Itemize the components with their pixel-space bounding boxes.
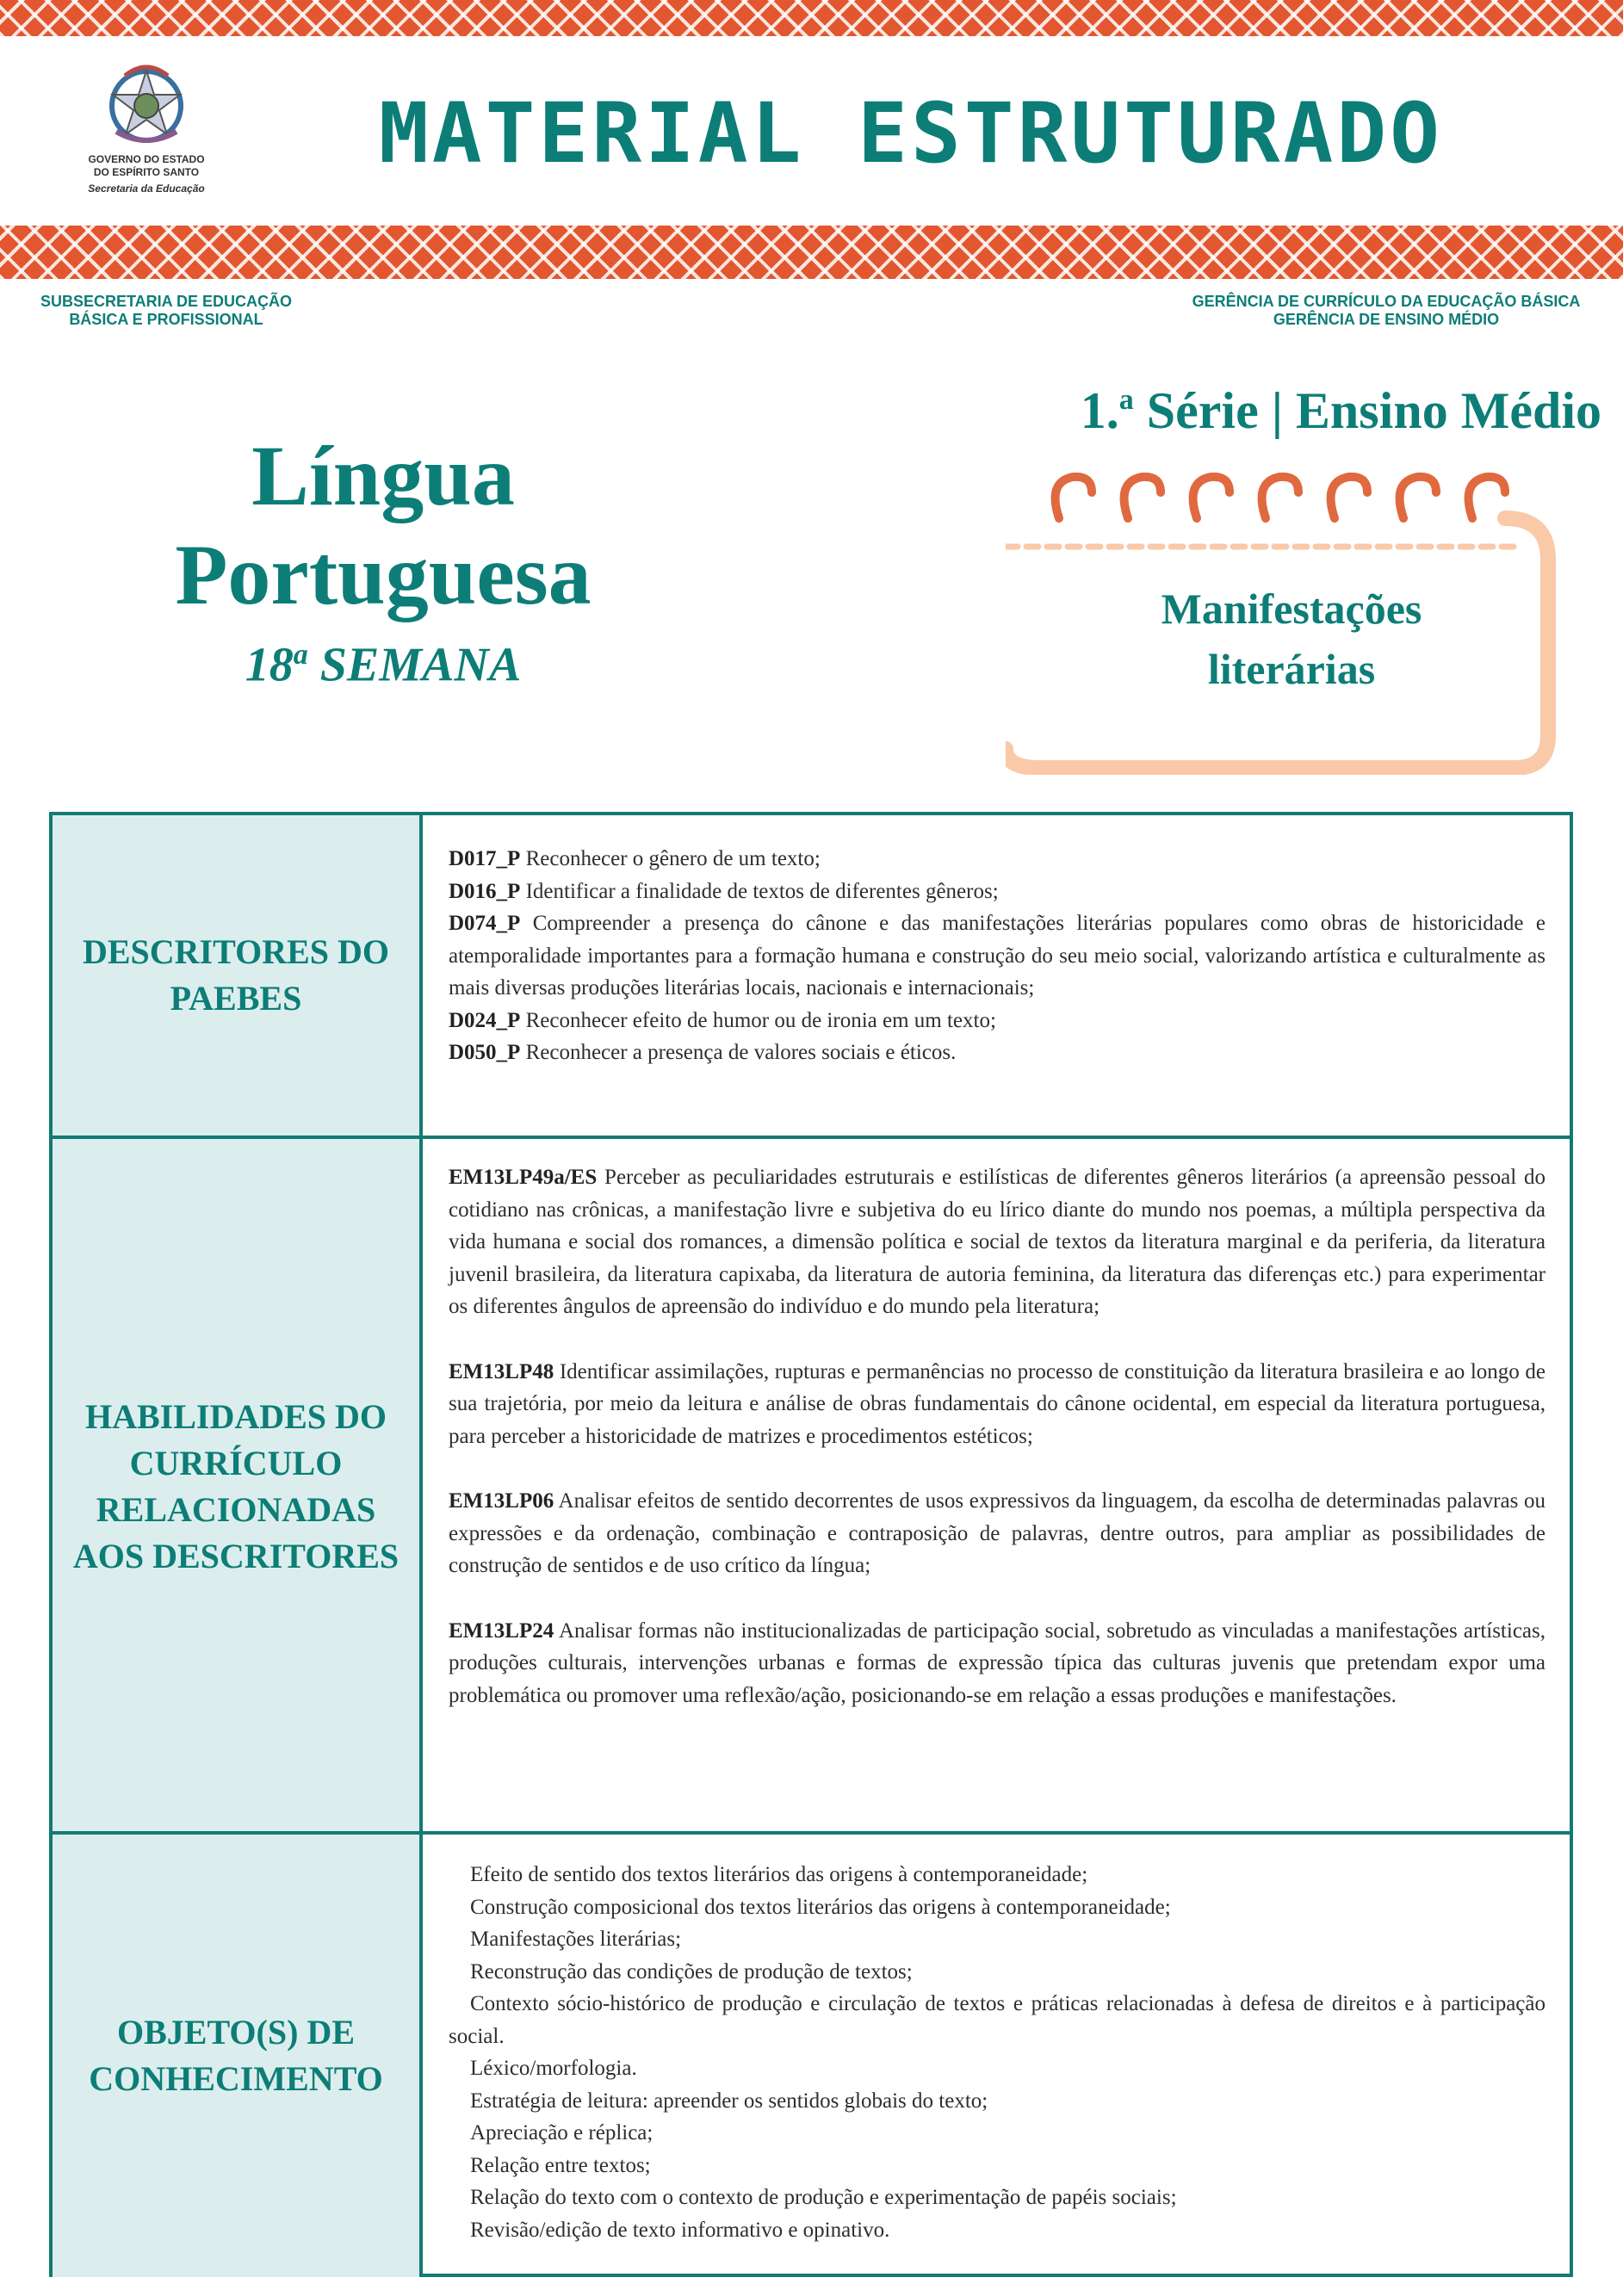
- descritor-code: D024_P: [449, 1008, 521, 1032]
- topic-title: [1068, 579, 1515, 699]
- objeto-item: Construção composicional dos textos literários das origens à contemporaneidade;: [470, 1895, 1171, 1919]
- descritor-item: [449, 843, 1546, 876]
- habilidade-text: Analisar formas não institucionalizadas de participação social, sobretudo as vinculadas a manifestações artísticas, produções culturais, intervenções urbanas e formas de expressão típica das culturas juvenis que pretendam expor uma problemática ou promover uma reflexão/ação, posicionando-se em relação a essas produções e manifestações.: [449, 1618, 1546, 1707]
- descritor-item: [449, 1005, 1546, 1037]
- subject-line2: Portuguesa: [175, 527, 592, 622]
- descritor-code: D074_P: [449, 912, 521, 935]
- habilidade-code: EM13LP06: [449, 1489, 554, 1513]
- habilidade-item: [449, 1615, 1546, 1712]
- topic-line1: Manifestações: [1161, 585, 1422, 633]
- habilidade-code: EM13LP48: [449, 1359, 554, 1383]
- objeto-item: Efeito de sentido dos textos literários das origens à contemporaneidade;: [470, 1863, 1088, 1886]
- gerencia-line2: GERÊNCIA DE ENSINO MÉDIO: [1273, 311, 1500, 328]
- objeto-item: Estratégia de leitura: apreender os sentidos globais do texto;: [470, 2089, 988, 2113]
- subsecretaria-line2: BÁSICA E PROFISSIONAL: [69, 311, 263, 328]
- serie-text: Série | Ensino Médio: [1133, 382, 1601, 439]
- habilidade-text: Identificar assimilações, rupturas e permanências no processo de constituição da literatura brasileira e ao longo de sua trajetória, por meio da leitura e análise de obras fundamentais do cânone ocidental, em especial da literatura portuguesa, para perceber a historicidade de matrizes e procedimentos estéticos;: [449, 1359, 1546, 1448]
- descritor-item: [449, 1037, 1546, 1069]
- descritor-text: Reconhecer o gênero de um texto;: [520, 847, 821, 870]
- topic-line2: literárias: [1207, 645, 1376, 693]
- habilidade-item: [449, 1161, 1546, 1323]
- week-ordinal: a: [293, 639, 308, 671]
- objeto-item: Apreciação e réplica;: [470, 2121, 654, 2144]
- habilidade-text: Perceber as peculiaridades estruturais e estilísticas de diferentes gêneros literários (a apreensão pessoal do cotidiano nas crônicas, a manifestação livre e subjetiva do eu lírico diante do mundo nos poemas, a múltipla perspectiva da vida humana e social dos romances, a dimensão política e social de textos da literatura marginal e da periferia, da literatura juvenil brasileira, da literatura capixaba, da literatura de autoria feminina, da literatura das diferenças etc.) para experimentar os diferentes ângulos de apreensão do indivíduo e do mundo pela literatura;: [449, 1166, 1546, 1318]
- serie-ordinal: a: [1118, 384, 1134, 416]
- descritor-code: D017_P: [449, 847, 521, 870]
- descritor-text: Identificar a finalidade de textos de diferentes gêneros;: [520, 879, 999, 903]
- subject-title: [103, 426, 663, 696]
- serie-number: 1.: [1080, 382, 1119, 439]
- logo-text-line2: DO ESPÍRITO SANTO: [93, 166, 200, 178]
- habilidade-item: [449, 1356, 1546, 1453]
- habilidades-label: HABILIDADES DO CURRÍCULO RELACIONADAS AOS DESCRITORES: [53, 1139, 423, 1835]
- week-number: 18: [245, 638, 294, 692]
- descritor-text: Reconhecer efeito de humor ou de ironia em um texto;: [520, 1008, 996, 1032]
- serie-label: [964, 370, 1601, 441]
- objeto-item: Manifestações literárias;: [470, 1928, 682, 1951]
- descritores-label: DESCRITORES DO PAEBES: [53, 815, 423, 1136]
- descritores-row: [53, 815, 1570, 1136]
- objeto-item: Léxico/morfologia.: [470, 2057, 637, 2080]
- descritor-item: [449, 907, 1546, 1005]
- habilidades-content: [449, 1161, 1546, 1711]
- habilidade-code: EM13LP49a/ES: [449, 1166, 598, 1189]
- coat-of-arms-icon: [99, 59, 194, 153]
- descritor-text: Compreender a presença do cânone e das manifestações literárias populares como obras de historicidade e atemporalidade importantes para a formação humana e construção do seu meio social, valorizando artística e culturalmente as mais diversas produções literárias locais, nacionais e internacionais;: [449, 912, 1546, 999]
- banner-title: MATERIAL ESTRUTURADO: [379, 85, 1443, 182]
- descritor-code: D050_P: [449, 1041, 521, 1064]
- logo-text-line1: GOVERNO DO ESTADO: [88, 153, 205, 165]
- habilidade-code: EM13LP24: [449, 1618, 554, 1643]
- subsecretaria-line1: SUBSECRETARIA DE EDUCAÇÃO: [40, 293, 293, 310]
- week-text: SEMANA: [319, 638, 522, 692]
- objetos-label: OBJETO(S) DE CONHECIMENTO: [53, 1835, 423, 2277]
- objeto-item: Relação entre textos;: [470, 2153, 651, 2177]
- subsecretaria-label: [24, 293, 308, 329]
- objeto-item: Contexto sócio-histórico de produção e circulação de textos e práticas relacionadas à defesa de direitos e à participação social.: [449, 1992, 1546, 2048]
- objeto-item: Relação do texto com o contexto de produção e experimentação de papéis sociais;: [470, 2186, 1177, 2209]
- habilidade-text: Analisar efeitos de sentido decorrentes de usos expressivos da linguagem, da escolha de determinadas palavras ou expressões e da ordenação, combinação e contraposição de palavras, dentre outros, para ampliar as possibilidades de construção de sentidos e de uso crítico da língua;: [449, 1489, 1546, 1577]
- gerencia-line1: GERÊNCIA DE CURRÍCULO DA EDUCAÇÃO BÁSICA: [1192, 293, 1581, 310]
- gerencia-label: [1154, 293, 1619, 329]
- descritor-text: Reconhecer a presença de valores sociais e éticos.: [520, 1041, 957, 1064]
- descritor-item: [449, 876, 1546, 908]
- curriculum-table: [49, 812, 1573, 2277]
- objetos-content: [449, 1859, 1546, 2246]
- objeto-item: Reconstrução das condições de produção de textos;: [470, 1959, 913, 1983]
- habilidade-item: [449, 1485, 1546, 1582]
- week-label: [103, 624, 663, 696]
- subject-line1: Língua: [251, 428, 515, 523]
- middle-pattern-band: [0, 226, 1623, 279]
- habilidades-row: [53, 1136, 1570, 1835]
- descritor-code: D016_P: [449, 879, 521, 903]
- descritores-content: [449, 843, 1546, 1069]
- state-logo: [77, 59, 215, 195]
- objeto-item: Revisão/edição de texto informativo e opinativo.: [470, 2218, 890, 2242]
- logo-text-line3: Secretaria da Educação: [88, 183, 205, 195]
- objetos-row: [53, 1831, 1570, 2277]
- top-pattern-band: [0, 0, 1623, 36]
